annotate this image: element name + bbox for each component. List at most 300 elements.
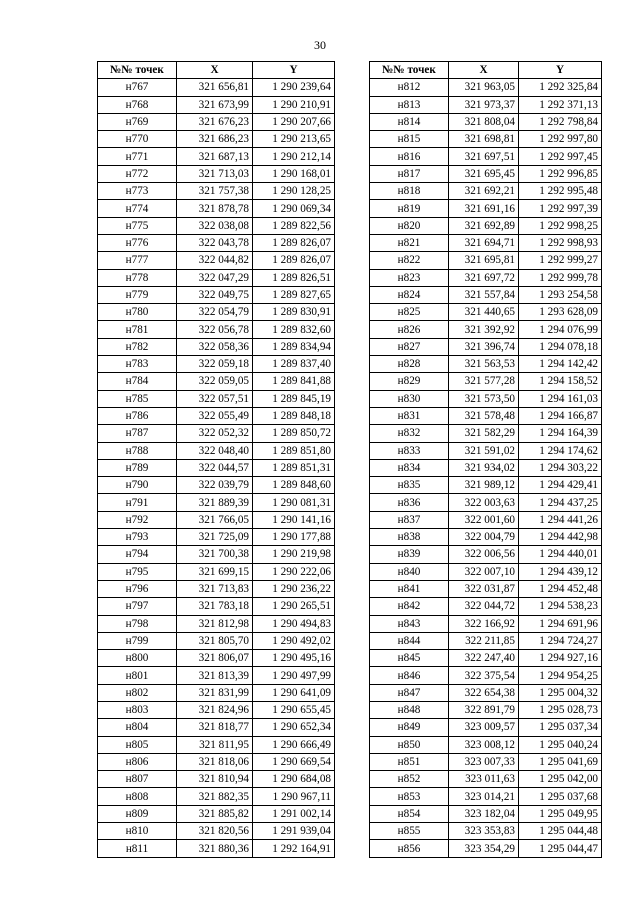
x-coordinate-cell: 321 676,23 [177,113,253,130]
x-coordinate-cell: 322 211,85 [449,632,519,649]
point-id-cell: н812 [370,79,449,96]
point-id-cell: н780 [98,304,177,321]
point-id-cell: н804 [98,719,177,736]
point-id-cell: н784 [98,373,177,390]
point-id-cell: н814 [370,113,449,130]
x-coordinate-cell: 322 044,57 [177,459,253,476]
y-coordinate-cell: 1 294 442,98 [519,529,602,546]
point-id-cell: н805 [98,736,177,753]
point-id-cell: н811 [98,840,177,857]
x-coordinate-cell: 321 686,23 [177,131,253,148]
table-row [370,684,602,701]
point-id-cell: н843 [370,615,449,632]
point-id-cell: н793 [98,529,177,546]
table-row [98,200,335,217]
y-coordinate-cell: 1 290 207,66 [253,113,335,130]
point-id-cell: н853 [370,788,449,805]
point-id-cell: н850 [370,736,449,753]
point-id-cell: н800 [98,650,177,667]
y-coordinate-cell: 1 294 691,96 [519,615,602,632]
y-coordinate-cell: 1 295 037,68 [519,788,602,805]
y-coordinate-cell: 1 295 004,32 [519,684,602,701]
table-row [370,252,602,269]
x-coordinate-cell: 322 048,40 [177,442,253,459]
table-row [98,684,335,701]
x-coordinate-cell: 321 889,39 [177,494,253,511]
x-coordinate-cell: 321 813,39 [177,667,253,684]
y-coordinate-cell: 1 290 497,99 [253,667,335,684]
point-id-cell: н841 [370,580,449,597]
x-coordinate-cell: 322 057,51 [177,390,253,407]
y-coordinate-cell: 1 290 236,22 [253,580,335,597]
header-y: Y [519,62,602,79]
table-row [98,286,335,303]
y-coordinate-cell: 1 292 325,84 [519,79,602,96]
point-id-cell: н790 [98,477,177,494]
table-row [370,148,602,165]
y-coordinate-cell: 1 294 076,99 [519,321,602,338]
point-id-cell: н809 [98,805,177,822]
x-coordinate-cell: 321 699,15 [177,563,253,580]
x-coordinate-cell: 321 713,83 [177,580,253,597]
point-id-cell: н849 [370,719,449,736]
x-coordinate-cell: 322 375,54 [449,667,519,684]
x-coordinate-cell: 321 692,89 [449,217,519,234]
coordinates-table-left [97,61,335,858]
x-coordinate-cell: 321 392,92 [449,321,519,338]
point-id-cell: н779 [98,286,177,303]
x-coordinate-cell: 321 582,29 [449,425,519,442]
x-coordinate-cell: 322 039,79 [177,477,253,494]
table-row [370,183,602,200]
y-coordinate-cell: 1 292 999,78 [519,269,602,286]
y-coordinate-cell: 1 289 826,51 [253,269,335,286]
table-row [98,701,335,718]
point-id-cell: н769 [98,113,177,130]
point-id-cell: н820 [370,217,449,234]
point-id-cell: н822 [370,252,449,269]
table-row [370,459,602,476]
x-coordinate-cell: 321 440,65 [449,304,519,321]
x-coordinate-cell: 323 353,83 [449,823,519,840]
table-row [98,252,335,269]
x-coordinate-cell: 321 818,06 [177,753,253,770]
point-id-cell: н813 [370,96,449,113]
y-coordinate-cell: 1 295 042,00 [519,771,602,788]
table-row [98,321,335,338]
table-row [98,650,335,667]
y-coordinate-cell: 1 290 177,88 [253,529,335,546]
y-coordinate-cell: 1 294 452,48 [519,580,602,597]
table-row [370,425,602,442]
y-coordinate-cell: 1 290 212,14 [253,148,335,165]
y-coordinate-cell: 1 295 028,73 [519,701,602,718]
y-coordinate-cell: 1 292 996,85 [519,165,602,182]
point-id-cell: н777 [98,252,177,269]
y-coordinate-cell: 1 294 174,62 [519,442,602,459]
x-coordinate-cell: 321 766,05 [177,511,253,528]
x-coordinate-cell: 322 166,92 [449,615,519,632]
point-id-cell: н818 [370,183,449,200]
table-row [98,840,335,857]
y-coordinate-cell: 1 290 495,16 [253,650,335,667]
table-row [98,736,335,753]
x-coordinate-cell: 321 656,81 [177,79,253,96]
y-coordinate-cell: 1 290 492,02 [253,632,335,649]
point-id-cell: н824 [370,286,449,303]
y-coordinate-cell: 1 292 371,13 [519,96,602,113]
table-row [370,598,602,615]
x-coordinate-cell: 321 757,38 [177,183,253,200]
table-row [370,788,602,805]
point-id-cell: н852 [370,771,449,788]
point-id-cell: н785 [98,390,177,407]
y-coordinate-cell: 1 293 254,58 [519,286,602,303]
y-coordinate-cell: 1 290 069,34 [253,200,335,217]
x-coordinate-cell: 321 557,84 [449,286,519,303]
x-coordinate-cell: 321 725,09 [177,529,253,546]
y-coordinate-cell: 1 290 168,01 [253,165,335,182]
point-id-cell: н767 [98,79,177,96]
y-coordinate-cell: 1 290 141,16 [253,511,335,528]
table-row [370,269,602,286]
y-coordinate-cell: 1 289 851,31 [253,459,335,476]
x-coordinate-cell: 322 047,29 [177,269,253,286]
point-id-cell: н778 [98,269,177,286]
y-coordinate-cell: 1 289 830,91 [253,304,335,321]
table-header-row [370,62,602,79]
point-id-cell: н848 [370,701,449,718]
table-row [98,580,335,597]
table-row [370,632,602,649]
x-coordinate-cell: 322 654,38 [449,684,519,701]
table-row [370,113,602,130]
point-id-cell: н807 [98,771,177,788]
x-coordinate-cell: 321 882,35 [177,788,253,805]
y-coordinate-cell: 1 289 826,07 [253,252,335,269]
point-id-cell: н782 [98,338,177,355]
x-coordinate-cell: 321 396,74 [449,338,519,355]
page-number: 30 [314,38,326,52]
table-row [98,234,335,251]
y-coordinate-cell: 1 290 666,49 [253,736,335,753]
y-coordinate-cell: 1 290 128,25 [253,183,335,200]
y-coordinate-cell: 1 295 041,69 [519,753,602,770]
y-coordinate-cell: 1 292 997,45 [519,148,602,165]
y-coordinate-cell: 1 292 997,39 [519,200,602,217]
table-row [98,407,335,424]
header-point: №№ точек [370,62,449,79]
x-coordinate-cell: 321 687,13 [177,148,253,165]
y-coordinate-cell: 1 292 998,93 [519,234,602,251]
table-row [370,840,602,857]
table-row [98,304,335,321]
point-id-cell: н827 [370,338,449,355]
point-id-cell: н796 [98,580,177,597]
table-row [98,183,335,200]
point-id-cell: н797 [98,598,177,615]
x-coordinate-cell: 321 806,07 [177,650,253,667]
table-row [370,165,602,182]
table-row [98,529,335,546]
y-coordinate-cell: 1 294 303,22 [519,459,602,476]
x-coordinate-cell: 321 697,51 [449,148,519,165]
point-id-cell: н819 [370,200,449,217]
table-row [98,338,335,355]
x-coordinate-cell: 321 973,37 [449,96,519,113]
point-id-cell: н838 [370,529,449,546]
table-row [370,304,602,321]
point-id-cell: н806 [98,753,177,770]
y-coordinate-cell: 1 295 044,47 [519,840,602,857]
y-coordinate-cell: 1 294 441,26 [519,511,602,528]
y-coordinate-cell: 1 293 628,09 [519,304,602,321]
table-row [370,771,602,788]
y-coordinate-cell: 1 290 219,98 [253,546,335,563]
x-coordinate-cell: 323 011,63 [449,771,519,788]
x-coordinate-cell: 322 006,56 [449,546,519,563]
y-coordinate-cell: 1 290 265,51 [253,598,335,615]
y-coordinate-cell: 1 294 078,18 [519,338,602,355]
x-coordinate-cell: 321 673,99 [177,96,253,113]
header-y: Y [253,62,335,79]
table-row [370,805,602,822]
point-id-cell: н795 [98,563,177,580]
point-id-cell: н803 [98,701,177,718]
y-coordinate-cell: 1 290 684,08 [253,771,335,788]
table-row [98,79,335,96]
y-coordinate-cell: 1 289 851,80 [253,442,335,459]
x-coordinate-cell: 321 885,82 [177,805,253,822]
point-id-cell: н825 [370,304,449,321]
table-row [370,823,602,840]
table-row [98,719,335,736]
point-id-cell: н833 [370,442,449,459]
x-coordinate-cell: 321 934,02 [449,459,519,476]
y-coordinate-cell: 1 290 081,31 [253,494,335,511]
y-coordinate-cell: 1 290 652,34 [253,719,335,736]
x-coordinate-cell: 322 038,08 [177,217,253,234]
y-coordinate-cell: 1 290 967,11 [253,788,335,805]
y-coordinate-cell: 1 289 850,72 [253,425,335,442]
y-coordinate-cell: 1 294 439,12 [519,563,602,580]
y-coordinate-cell: 1 290 669,54 [253,753,335,770]
x-coordinate-cell: 322 001,60 [449,511,519,528]
x-coordinate-cell: 321 812,98 [177,615,253,632]
y-coordinate-cell: 1 289 827,65 [253,286,335,303]
table-row [370,390,602,407]
y-coordinate-cell: 1 294 429,41 [519,477,602,494]
table-row [370,719,602,736]
table-row [370,79,602,96]
x-coordinate-cell: 322 059,18 [177,356,253,373]
x-coordinate-cell: 321 697,72 [449,269,519,286]
table-row [98,459,335,476]
x-coordinate-cell: 322 043,78 [177,234,253,251]
x-coordinate-cell: 321 783,18 [177,598,253,615]
table-row [98,511,335,528]
point-id-cell: н775 [98,217,177,234]
y-coordinate-cell: 1 294 164,39 [519,425,602,442]
point-id-cell: н835 [370,477,449,494]
point-id-cell: н772 [98,165,177,182]
table-row [370,373,602,390]
x-coordinate-cell: 321 577,28 [449,373,519,390]
x-coordinate-cell: 322 044,72 [449,598,519,615]
table-row [370,217,602,234]
x-coordinate-cell: 323 182,04 [449,805,519,822]
x-coordinate-cell: 322 004,79 [449,529,519,546]
y-coordinate-cell: 1 291 002,14 [253,805,335,822]
point-id-cell: н821 [370,234,449,251]
point-id-cell: н787 [98,425,177,442]
table-row [98,546,335,563]
point-id-cell: н839 [370,546,449,563]
point-id-cell: н773 [98,183,177,200]
table-row [98,165,335,182]
x-coordinate-cell: 322 059,05 [177,373,253,390]
point-id-cell: н832 [370,425,449,442]
x-coordinate-cell: 322 007,10 [449,563,519,580]
table-row [370,546,602,563]
point-id-cell: н783 [98,356,177,373]
table-row [370,563,602,580]
x-coordinate-cell: 321 818,77 [177,719,253,736]
x-coordinate-cell: 321 700,38 [177,546,253,563]
x-coordinate-cell: 322 055,49 [177,407,253,424]
point-id-cell: н828 [370,356,449,373]
x-coordinate-cell: 322 031,87 [449,580,519,597]
y-coordinate-cell: 1 295 037,34 [519,719,602,736]
x-coordinate-cell: 322 058,36 [177,338,253,355]
table-row [370,200,602,217]
point-id-cell: н798 [98,615,177,632]
x-coordinate-cell: 321 713,03 [177,165,253,182]
y-coordinate-cell: 1 289 834,94 [253,338,335,355]
point-id-cell: н851 [370,753,449,770]
table-row [370,650,602,667]
table-header-row [98,62,335,79]
x-coordinate-cell: 322 054,79 [177,304,253,321]
point-id-cell: н831 [370,407,449,424]
x-coordinate-cell: 323 014,21 [449,788,519,805]
point-id-cell: н789 [98,459,177,476]
x-coordinate-cell: 321 563,53 [449,356,519,373]
x-coordinate-cell: 321 824,96 [177,701,253,718]
y-coordinate-cell: 1 289 822,56 [253,217,335,234]
table-row [98,477,335,494]
point-id-cell: н791 [98,494,177,511]
y-coordinate-cell: 1 292 995,48 [519,183,602,200]
table-row [98,805,335,822]
x-coordinate-cell: 322 044,82 [177,252,253,269]
y-coordinate-cell: 1 294 437,25 [519,494,602,511]
y-coordinate-cell: 1 289 837,40 [253,356,335,373]
y-coordinate-cell: 1 289 841,88 [253,373,335,390]
x-coordinate-cell: 321 695,45 [449,165,519,182]
y-coordinate-cell: 1 294 142,42 [519,356,602,373]
y-coordinate-cell: 1 295 044,48 [519,823,602,840]
table-row [370,338,602,355]
x-coordinate-cell: 321 880,36 [177,840,253,857]
x-coordinate-cell: 321 831,99 [177,684,253,701]
x-coordinate-cell: 323 008,12 [449,736,519,753]
x-coordinate-cell: 322 247,40 [449,650,519,667]
x-coordinate-cell: 322 003,63 [449,494,519,511]
table-row [370,701,602,718]
y-coordinate-cell: 1 294 724,27 [519,632,602,649]
table-row [98,390,335,407]
y-coordinate-cell: 1 295 049,95 [519,805,602,822]
point-id-cell: н836 [370,494,449,511]
table-row [98,96,335,113]
x-coordinate-cell: 322 052,32 [177,425,253,442]
x-coordinate-cell: 321 810,94 [177,771,253,788]
table-row [370,321,602,338]
point-id-cell: н815 [370,131,449,148]
y-coordinate-cell: 1 290 239,64 [253,79,335,96]
x-coordinate-cell: 321 578,48 [449,407,519,424]
table-row [370,753,602,770]
point-id-cell: н781 [98,321,177,338]
point-id-cell: н788 [98,442,177,459]
table-row [98,788,335,805]
point-id-cell: н794 [98,546,177,563]
point-id-cell: н855 [370,823,449,840]
table-row [98,131,335,148]
point-id-cell: н856 [370,840,449,857]
table-row [370,494,602,511]
y-coordinate-cell: 1 290 222,06 [253,563,335,580]
x-coordinate-cell: 321 573,50 [449,390,519,407]
x-coordinate-cell: 322 056,78 [177,321,253,338]
table-row [370,407,602,424]
y-coordinate-cell: 1 294 158,52 [519,373,602,390]
point-id-cell: н810 [98,823,177,840]
x-coordinate-cell: 321 811,95 [177,736,253,753]
y-coordinate-cell: 1 289 832,60 [253,321,335,338]
point-id-cell: н792 [98,511,177,528]
table-row [98,615,335,632]
table-row [370,529,602,546]
point-id-cell: н770 [98,131,177,148]
x-coordinate-cell: 323 354,29 [449,840,519,857]
x-coordinate-cell: 321 691,16 [449,200,519,217]
point-id-cell: н840 [370,563,449,580]
table-row [370,131,602,148]
x-coordinate-cell: 321 878,78 [177,200,253,217]
y-coordinate-cell: 1 292 798,84 [519,113,602,130]
table-row [98,494,335,511]
point-id-cell: н842 [370,598,449,615]
table-row [98,356,335,373]
point-id-cell: н808 [98,788,177,805]
y-coordinate-cell: 1 290 210,91 [253,96,335,113]
y-coordinate-cell: 1 289 848,60 [253,477,335,494]
x-coordinate-cell: 322 891,79 [449,701,519,718]
table-row [370,511,602,528]
table-row [98,425,335,442]
table-row [370,580,602,597]
x-coordinate-cell: 321 591,02 [449,442,519,459]
x-coordinate-cell: 321 698,81 [449,131,519,148]
table-row [98,632,335,649]
table-row [370,667,602,684]
table-row [98,771,335,788]
point-id-cell: н817 [370,165,449,182]
point-id-cell: н823 [370,269,449,286]
table-row [98,217,335,234]
